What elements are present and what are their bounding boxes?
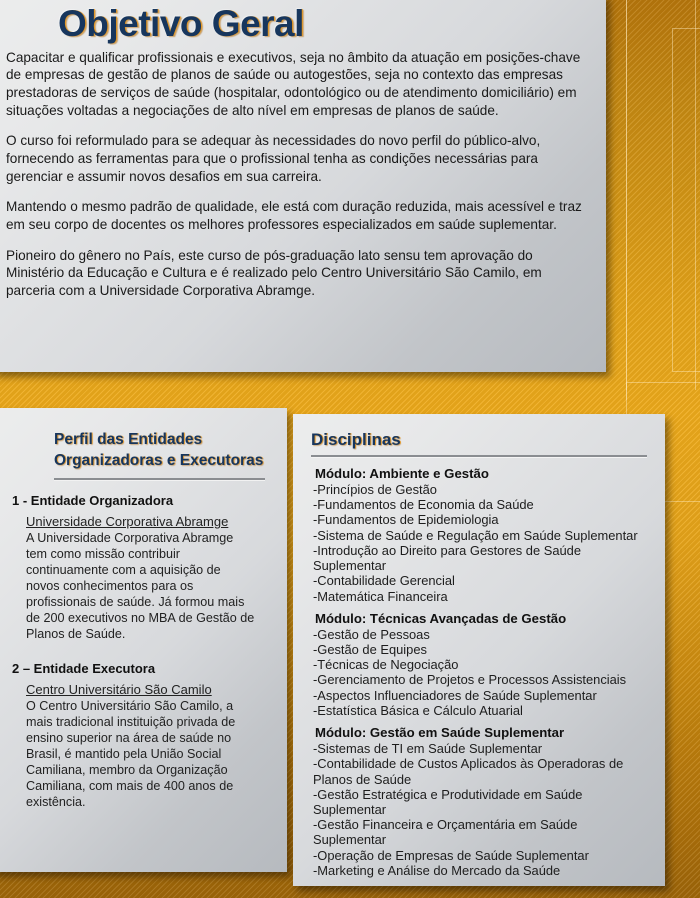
objetivo-paragraph-2: O curso foi reformulado para se adequar às necessidades do novo perfil do público-alvo, fornecendo as ferramentas para que o profissional tenha as condições necessárias para gerenciar e assumir novos desafios em sua carreira. bbox=[6, 133, 541, 184]
module-block-1 bbox=[303, 466, 655, 604]
objetivo-geral-panel bbox=[0, 0, 606, 372]
objetivo-paragraph-4: Pioneiro do gênero no País, este curso de pós-graduação lato sensu tem aprovação do Ministério da Educação e Cultura e é realizado pelo Centro Universitário São Camilo, em parceria com a Universidade Corporativa Abramge. bbox=[6, 247, 542, 299]
disciplinas-title: Disciplinas bbox=[311, 430, 401, 449]
perfil-entidades-title: Perfil das Entidades Organizadoras e Executoras bbox=[54, 431, 264, 469]
entity-2-name: Centro Universitário São Camilo bbox=[26, 682, 212, 698]
list-item: -Fundamentos de Epidemiologia bbox=[313, 512, 499, 528]
list-item: -Marketing e Análise do Mercado da Saúde bbox=[313, 862, 561, 878]
background-frame-decoration-2 bbox=[672, 28, 700, 372]
list-item: -Contabilidade Gerencial bbox=[313, 573, 455, 589]
list-item: -Gestão de Equipes bbox=[313, 641, 427, 657]
list-item: -Introdução ao Direito para Gestores de Saúde Suplementar bbox=[313, 542, 581, 574]
entity-1-name: Universidade Corporativa Abramge bbox=[26, 514, 229, 530]
perfil-title-divider bbox=[54, 478, 265, 481]
list-item: -Gerenciamento de Projetos e Processos Assistenciais bbox=[313, 672, 627, 688]
list-item: -Operação de Empresas de Saúde Suplementar bbox=[313, 847, 589, 863]
module-block-2 bbox=[303, 611, 655, 718]
entity-1-heading: 1 - Entidade Organizadora bbox=[12, 493, 174, 509]
list-item: -Matemática Financeira bbox=[313, 588, 448, 604]
list-item: -Contabilidade de Custos Aplicados às Operadoras de Planos de Saúde bbox=[313, 756, 624, 787]
entity-1-description: A Universidade Corporativa Abramge tem como missão contribuir continuamente com a aquisição de novos conhecimentos para os profissionais de saúde. Já formou mais de 200 executivos no MBA de Gestão de Planos de Saúde. bbox=[26, 531, 255, 642]
objetivo-paragraph-3: Mantendo o mesmo padrão de qualidade, ele está com duração reduzida, mais acessível e traz em seu corpo de docentes os melhores professores especializados em saúde suplementar. bbox=[6, 199, 582, 233]
disciplinas-title-divider bbox=[311, 455, 647, 458]
module-1-heading: Módulo: Ambiente e Gestão bbox=[315, 466, 489, 481]
list-item: -Técnicas de Negociação bbox=[313, 657, 459, 673]
list-item: -Sistema de Saúde e Regulação em Saúde Suplementar bbox=[313, 527, 638, 543]
list-item: -Fundamentos de Economia da Saúde bbox=[313, 497, 534, 513]
objetivo-paragraph-1: Capacitar e qualificar profissionais e executivos, seja no âmbito da atuação em posições-chave de empresas de gestão de planos de saúde ou autogestões, seja no contexto das empresas prestadoras de serviços de saúde (hospitalar, odontológico ou de atendimento domiciliário) em situações voltadas a negociações de alto nível em empresas de planos de saúde. bbox=[6, 49, 581, 118]
background-frame-decoration-1 bbox=[626, 0, 696, 390]
module-3-heading: Módulo: Gestão em Saúde Suplementar bbox=[315, 725, 565, 741]
entity-section-spacer bbox=[2, 643, 277, 661]
list-item: -Princípios de Gestão bbox=[313, 482, 437, 497]
list-item: -Aspectos Influenciadores de Saúde Suplementar bbox=[313, 687, 597, 703]
list-item: -Gestão Estratégica e Produtividade em Saúde Suplementar bbox=[313, 786, 583, 817]
entity-section-2 bbox=[2, 661, 277, 811]
entity-2-description: O Centro Universitário São Camilo, a mais tradicional instituição privada de ensino superior na área de saúde no Brasil, é mantido pela União Social Camiliana, membro da Organização Camiliana, com mais de 400 anos de existência. bbox=[26, 699, 236, 810]
module-2-heading: Módulo: Técnicas Avançadas de Gestão bbox=[315, 610, 567, 626]
entity-section-1 bbox=[2, 493, 277, 643]
list-item: -Estatística Básica e Cálculo Atuarial bbox=[313, 702, 523, 718]
module-block-3 bbox=[303, 725, 655, 878]
list-item: -Sistemas de TI em Saúde Suplementar bbox=[313, 741, 543, 757]
list-item: -Gestão Financeira e Orçamentária em Saúde Suplementar bbox=[313, 817, 578, 848]
page-title: Objetivo Geral bbox=[58, 3, 304, 44]
list-item: -Gestão de Pessoas bbox=[313, 626, 430, 642]
disciplinas-panel bbox=[293, 414, 665, 886]
background-frame-decoration-4 bbox=[626, 0, 627, 400]
entity-2-heading: 2 – Entidade Executora bbox=[12, 661, 156, 677]
perfil-entidades-panel bbox=[0, 408, 287, 872]
